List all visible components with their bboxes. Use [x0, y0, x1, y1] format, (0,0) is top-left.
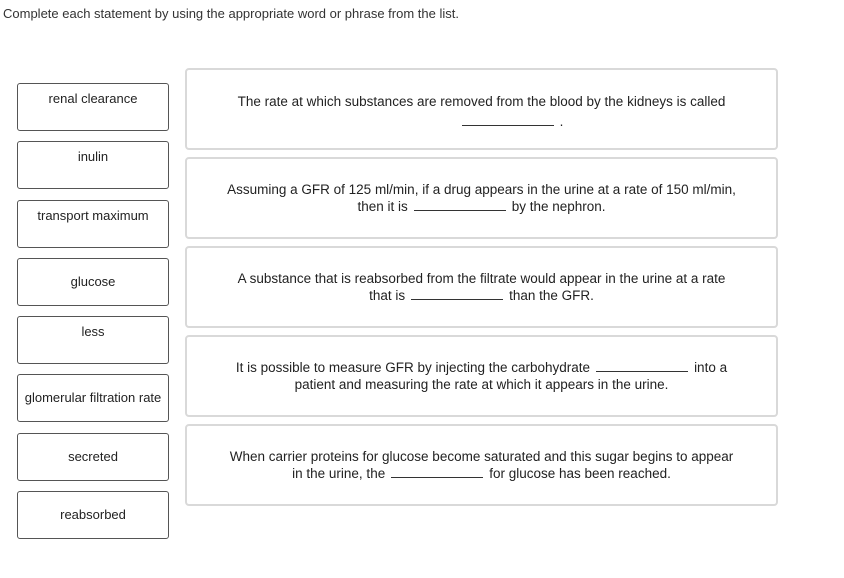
statement-text-after: . — [559, 114, 564, 129]
statement-text-before: then it is — [357, 199, 408, 214]
word-choice-label: less — [81, 324, 105, 339]
statement-text-after: by the nephron. — [511, 199, 606, 214]
answer-blank-5[interactable] — [391, 476, 483, 478]
answer-blank-4[interactable] — [596, 370, 688, 372]
statement-4 — [185, 335, 778, 417]
statement-text: A substance that is reabsorbed from the filtrate would appear in the urine at a rate — [237, 271, 726, 286]
word-choice-label: glomerular filtration rate — [24, 390, 162, 405]
word-choice-label: glucose — [70, 274, 116, 289]
word-choice-label: inulin — [77, 149, 109, 164]
word-choice-label: renal clearance — [48, 91, 138, 106]
statement-2 — [185, 157, 778, 239]
word-choice-renal-clearance[interactable] — [17, 83, 169, 131]
statement-text: The rate at which substances are removed from the blood by the kidneys is called — [237, 94, 726, 109]
word-choice-less[interactable] — [17, 316, 169, 364]
statement-text-before: in the urine, the — [292, 466, 386, 481]
answer-blank-2[interactable] — [414, 209, 506, 211]
word-choice-glucose[interactable] — [17, 258, 169, 306]
word-choice-secreted[interactable] — [17, 433, 169, 481]
answer-blank-1[interactable] — [462, 124, 554, 126]
statement-text: When carrier proteins for glucose become saturated and this sugar begins to appear — [229, 449, 734, 464]
word-choice-reabsorbed[interactable] — [17, 491, 169, 539]
statement-text-after: into a — [694, 360, 728, 375]
word-choice-label: reabsorbed — [60, 507, 126, 522]
statement-text: Assuming a GFR of 125 ml/min, if a drug appears in the urine at a rate of 150 ml/min, — [227, 182, 736, 197]
word-choice-label: secreted — [68, 449, 118, 464]
answer-blank-3[interactable] — [411, 298, 503, 300]
word-choice-inulin[interactable] — [17, 141, 169, 189]
word-choice-transport-maximum[interactable] — [17, 200, 169, 248]
statement-3 — [185, 246, 778, 328]
word-choice-glomerular-filtration-rate[interactable] — [17, 374, 169, 422]
statement-text: patient and measuring the rate at which it appears in the urine. — [294, 377, 669, 392]
statement-1 — [185, 68, 778, 150]
statement-text-before: It is possible to measure GFR by injecting the carbohydrate — [235, 360, 591, 375]
statement-text-after: for glucose has been reached. — [489, 466, 671, 481]
statement-5 — [185, 424, 778, 506]
statement-text-before: that is — [369, 288, 406, 303]
word-choice-label: transport maximum — [37, 208, 149, 223]
statement-text-after: than the GFR. — [509, 288, 594, 303]
instruction-text: Complete each statement by using the appropriate word or phrase from the list. — [3, 6, 459, 21]
